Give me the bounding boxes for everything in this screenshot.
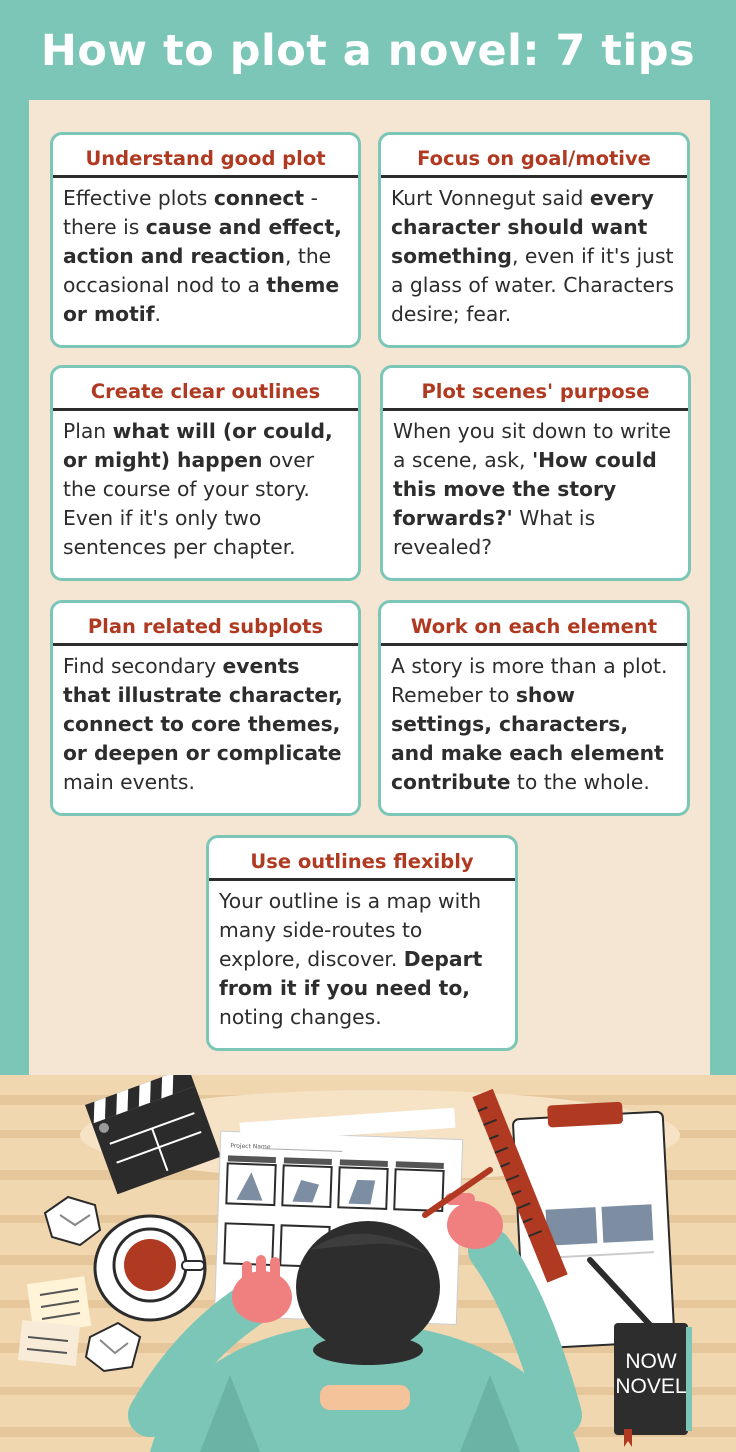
tip-card-each-element: [378, 600, 690, 816]
tip-body: [61, 178, 350, 329]
tip-heading: Focus on goal/motive: [381, 135, 687, 178]
logo-text-novel: NOVEL: [615, 1375, 687, 1398]
tip-body: [217, 881, 507, 1032]
tip-heading: Work on each element: [381, 603, 687, 646]
tip-text: Your outline is a map with many side-routes to explore, discover.: [219, 889, 482, 971]
tip-emphasis: cause and effect, action and reaction: [63, 215, 342, 268]
tip-text: noting changes.: [219, 1005, 382, 1029]
tip-emphasis: theme or motif: [63, 273, 340, 326]
tip-emphasis: Depart from it if you need to,: [219, 947, 483, 1000]
desk-illustration: [0, 1075, 736, 1452]
tip-text: .: [154, 302, 161, 326]
tip-text: , even if it's just a glass of water. Characters desire; fear.: [391, 244, 674, 326]
coffee-cup-icon: [95, 1216, 205, 1320]
tip-text: Effective plots: [63, 186, 214, 210]
tip-card-goal-motive: [378, 132, 690, 348]
tip-body: [389, 646, 679, 797]
tip-emphasis: connect: [213, 186, 305, 210]
tip-card-scenes-purpose: [380, 365, 691, 581]
tip-text: to the whole.: [510, 770, 650, 794]
tip-emphasis: every character should want something: [391, 186, 654, 268]
tip-card-understand-plot: [50, 132, 361, 348]
tip-emphasis: events that illustrate character, connect to core themes, or deepen or complicate: [63, 654, 343, 765]
tip-body: [391, 411, 680, 562]
tip-heading: Create clear outlines: [53, 368, 358, 411]
tip-text: , the occasional nod to a: [63, 244, 332, 297]
tip-text: A story is more than a plot. Remeber to: [391, 654, 668, 707]
tip-text: Kurt Vonnegut said: [391, 186, 590, 210]
tip-heading: Plan related subplots: [53, 603, 358, 646]
tip-text: Find secondary: [63, 654, 223, 678]
tip-heading: Use outlines flexibly: [209, 838, 515, 881]
tip-text: over the course of your story. Even if it's only two sentences per chapter.: [63, 448, 315, 559]
tip-heading: Plot scenes' purpose: [383, 368, 688, 411]
tip-text: What is revealed?: [393, 506, 596, 559]
storyboard-project-label: Project Name: [230, 1142, 271, 1151]
tip-card-subplots: [50, 600, 361, 816]
tip-body: [61, 411, 350, 562]
tip-heading: Understand good plot: [53, 135, 358, 178]
tip-text: main events.: [63, 770, 195, 794]
tip-card-clear-outlines: [50, 365, 361, 581]
tip-body: [389, 178, 679, 329]
tip-text: - there is: [63, 186, 318, 239]
desk-scene-svg: [0, 1075, 736, 1452]
page-title: How to plot a novel: 7 tips: [40, 26, 696, 76]
tip-emphasis: what will (or could, or might) happen: [63, 419, 333, 472]
logo-text-now: NOW: [625, 1350, 677, 1373]
tip-emphasis: show settings, characters, and make each element contribute: [391, 683, 664, 794]
tip-body: [61, 646, 350, 797]
tip-emphasis: 'How could this move the story forwards?': [393, 448, 657, 530]
tip-card-flexible-outlines: [206, 835, 518, 1051]
tip-text: Plan: [63, 419, 113, 443]
now-novel-logo: [614, 1323, 692, 1447]
tip-text: When you sit down to write a scene, ask,: [393, 419, 671, 472]
